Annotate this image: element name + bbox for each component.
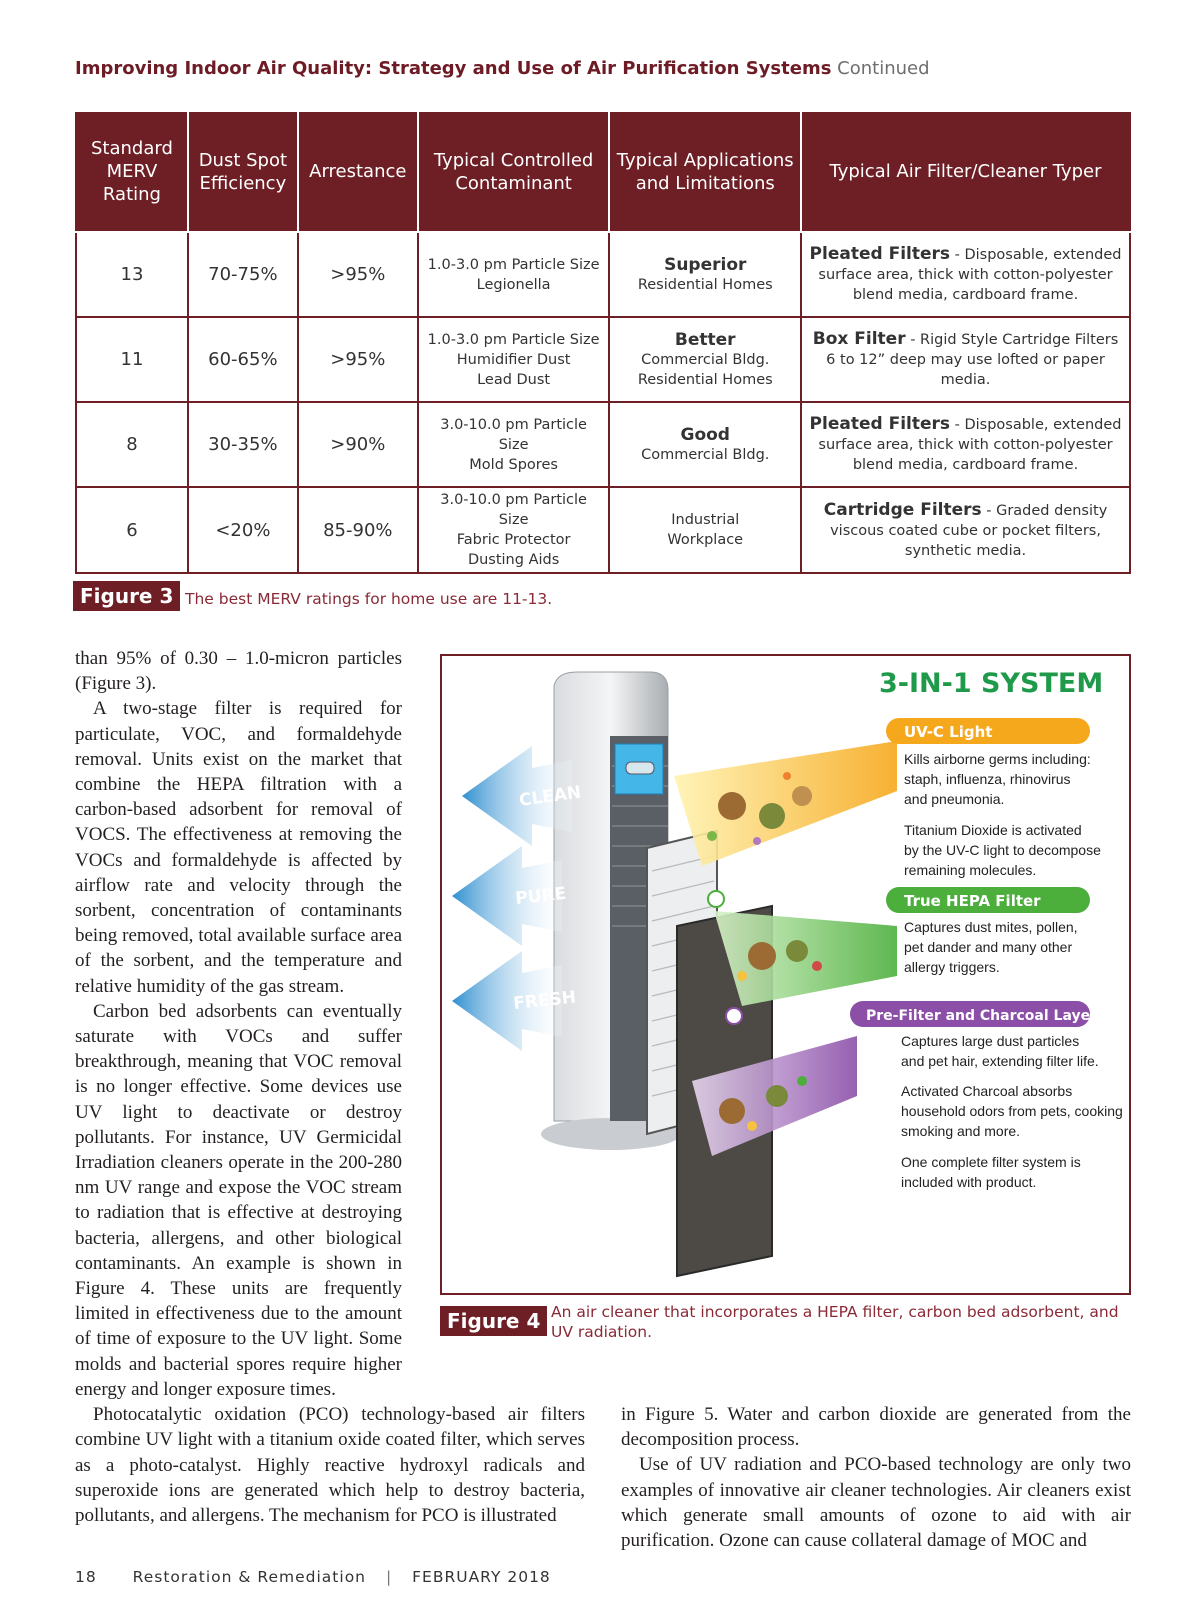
cell-contaminant <box>418 487 610 573</box>
prefilter-text: and pet hair, extending filter life. <box>901 1053 1099 1069</box>
filter-name: Pleated Filters <box>809 244 951 264</box>
figure3-label: Figure 3 <box>73 581 180 611</box>
contaminant-line: 1.0-3.0 pm Particle Size <box>427 331 600 348</box>
cell-merv: 8 <box>76 402 188 487</box>
fresh-arrow <box>452 951 577 1051</box>
article-title: Improving Indoor Air Quality: Strategy and Use of Air Purification Systems <box>75 58 832 79</box>
uv-lamp <box>626 762 654 774</box>
header-contaminant: Typical Controlled Contaminant <box>418 112 610 232</box>
system-title: 3-IN-1 SYSTEM <box>879 668 1104 699</box>
cell-application <box>609 402 801 487</box>
cell-dust-spot: 30-35% <box>188 402 298 487</box>
uvc-text: remaining molecules. <box>904 862 1037 878</box>
prefilter-text: included with product. <box>901 1174 1037 1190</box>
body-column-right <box>621 1402 1131 1553</box>
uvc-text: Titanium Dioxide is activated <box>904 822 1082 838</box>
contaminant-line: Fabric Protector <box>456 532 571 548</box>
uvc-text: Kills airborne germs including: <box>904 751 1091 767</box>
filter-name: Cartridge Filters <box>823 499 982 520</box>
figure4-caption: An air cleaner that incorporates a HEPA filter, carbon bed adsorbent, and UV radiation. <box>551 1303 1119 1341</box>
air-purifier-diagram <box>442 656 1129 1293</box>
filter-name: Box Filter <box>812 329 906 349</box>
cell-application <box>609 232 801 317</box>
paragraph: than 95% of 0.30 – 1.0-micron particles (Figure 3). <box>75 648 402 695</box>
paragraph: Photocatalytic oxidation (PCO) technology-based air filters combine UV light with a titanium oxide coated filter, which serves as a photo-catalyst. Highly reactive hydroxyl radicals and superoxide ions are generated which help to destroy bacteria, pollutants, and allergens. The mechanism for PCO is illustrated <box>75 1404 585 1526</box>
filter-description: - Graded density viscous coated cube or pocket filters, synthetic media. <box>830 502 1108 559</box>
filter-description: - Rigid Style Cartridge Filters 6 to 12” deep may use lofted or paper media. <box>826 332 1119 388</box>
application-line: Residential Homes <box>637 276 773 293</box>
table-row <box>76 487 1130 573</box>
prefilter-marker <box>726 1008 742 1024</box>
cell-merv: 13 <box>76 232 188 317</box>
continued-label: Continued <box>837 58 930 79</box>
cell-filter-type <box>801 232 1130 317</box>
application-rating: Better <box>674 329 736 350</box>
figure3-caption: The best MERV ratings for home use are 11-13. <box>185 590 553 608</box>
header-filter-type: Typical Air Filter/Cleaner Typer <box>801 112 1130 232</box>
uvc-label: UV-C Light <box>904 723 993 741</box>
uvc-text: staph, influenza, rhinovirus <box>904 771 1071 787</box>
hepa-text: allergy triggers. <box>904 959 1000 975</box>
table-row <box>76 402 1130 487</box>
arrow-label-fresh: FRESH <box>512 987 577 1014</box>
uvc-text: by the UV-C light to decompose <box>904 842 1101 858</box>
footer-separator: | <box>385 1568 393 1586</box>
paragraph: A two-stage filter is required for particulate, VOC, and formaldehyde removal. Units exist on the market that combine the HEPA filtration with a carbon-based adsorbent for removal of VOCS. The effectiveness at removing the VOCs and formaldehyde is affected by airflow rate and velocity through the sorbent, concentration of contaminants being removed, total available surface area of the sorbent, and the temperature and relative humidity of the gas stream. <box>75 698 402 997</box>
issue-date: FEBRUARY 2018 <box>412 1568 551 1586</box>
contaminant-line: Mold Spores <box>469 456 558 473</box>
cell-application <box>609 487 801 573</box>
application-rating: Good <box>680 424 730 445</box>
prefilter-text: Activated Charcoal absorbs <box>901 1083 1073 1099</box>
pure-arrow <box>452 846 567 946</box>
cell-dust-spot: 60-65% <box>188 317 298 402</box>
contaminant-line: Humidifier Dust <box>456 351 571 368</box>
cell-contaminant <box>418 402 610 487</box>
paragraph: Use of UV radiation and PCO-based technology are only two examples of innovative air cleaner technologies. Air cleaners exist which generate small amounts of ozone to aid with air purification. Ozone can cause collateral damage of MOC and <box>621 1454 1131 1552</box>
merv-table <box>75 112 1131 574</box>
application-line: Industrial <box>671 512 740 528</box>
hepa-text: pet dander and many other <box>904 939 1073 955</box>
paragraph: Carbon bed adsorbents can eventually saturate with VOCs and suffer breakthrough, meaning that VOC removal is no longer effective. Some devices use UV light to deactivate or destroy pollutants. For instance, UV Germicidal Irradiation cleaners operate in the 200-280 nm UV range and expose the VOC stream to radiation that is effective at destroying bacteria, allergens, and other biological contaminants. An example is shown in Figure 4. These units are frequently limited in effectiveness due to the amount of time of exposure to the UV light. Some molds and bacterial spores require higher energy and longer exposure times. <box>75 1000 402 1400</box>
cell-application <box>609 317 801 402</box>
filter-name: Pleated Filters <box>809 414 951 434</box>
paragraph: in Figure 5. Water and carbon dioxide are generated from the decomposition process. <box>621 1404 1131 1451</box>
magazine-name: Restoration & Remediation <box>132 1568 366 1586</box>
table-header-row <box>76 112 1130 232</box>
arrow-label-clean: CLEAN <box>517 782 583 811</box>
application-line: Residential Homes <box>637 371 773 388</box>
figure4-label: Figure 4 <box>440 1306 547 1336</box>
prefilter-text: smoking and more. <box>901 1123 1021 1139</box>
prefilter-text: One complete filter system is <box>901 1154 1081 1170</box>
page-footer <box>75 1568 551 1586</box>
header-merv: Standard MERV Rating <box>76 112 188 232</box>
uvc-text: and pneumonia. <box>904 791 1005 807</box>
prefilter-text: Captures large dust particles <box>901 1033 1080 1049</box>
application-line: Workplace <box>667 532 744 548</box>
cell-arrestance: 85-90% <box>298 487 418 573</box>
cell-contaminant <box>418 317 610 402</box>
table-row <box>76 232 1130 317</box>
hepa-beam <box>714 911 897 1006</box>
application-line: Commercial Bldg. <box>641 446 770 463</box>
application-line: Commercial Bldg. <box>641 351 770 368</box>
cell-filter-type <box>801 317 1130 402</box>
hepa-marker <box>708 891 724 907</box>
running-header <box>75 58 930 79</box>
arrow-label-pure: PURE <box>514 883 568 909</box>
page-number: 18 <box>75 1568 97 1586</box>
contaminant-line: 3.0-10.0 pm Particle Size <box>440 416 587 453</box>
cell-dust-spot: 70-75% <box>188 232 298 317</box>
cell-filter-type <box>801 487 1130 573</box>
cell-arrestance: >90% <box>298 402 418 487</box>
table-row <box>76 317 1130 402</box>
header-applications: Typical Applications and Limitations <box>609 112 801 232</box>
filter-description: - Disposable, extended surface area, thick with cotton-polyester blend media, cardboard frame. <box>818 417 1122 473</box>
contaminant-line: Legionella <box>476 276 551 293</box>
hepa-label: True HEPA Filter <box>904 892 1041 910</box>
cell-arrestance: >95% <box>298 317 418 402</box>
header-dust-spot: Dust Spot Efficiency <box>188 112 298 232</box>
cell-contaminant <box>418 232 610 317</box>
cell-arrestance: >95% <box>298 232 418 317</box>
hepa-text: Captures dust mites, pollen, <box>904 919 1078 935</box>
contaminant-line: Lead Dust <box>477 371 551 388</box>
cell-filter-type <box>801 402 1130 487</box>
application-rating: Superior <box>664 254 747 275</box>
figure4-illustration <box>440 654 1131 1295</box>
prefilter-text: household odors from pets, cooking <box>901 1103 1123 1119</box>
header-arrestance: Arrestance <box>298 112 418 232</box>
filter-description: - Disposable, extended surface area, thick with cotton-polyester blend media, cardboard frame. <box>818 247 1122 303</box>
cell-merv: 11 <box>76 317 188 402</box>
cell-dust-spot: <20% <box>188 487 298 573</box>
uv-beam <box>674 741 897 866</box>
cell-merv: 6 <box>76 487 188 573</box>
contaminant-line: 3.0-10.0 pm Particle Size <box>440 492 587 528</box>
contaminant-line: Dusting Aids <box>467 552 560 568</box>
contaminant-line: 1.0-3.0 pm Particle Size <box>427 256 600 273</box>
prefilter-label: Pre-Filter and Charcoal Layer <box>866 1008 1097 1024</box>
